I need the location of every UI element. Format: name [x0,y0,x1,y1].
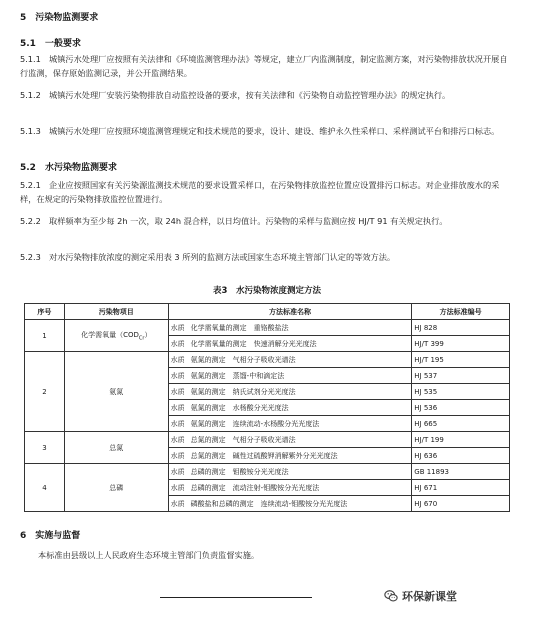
paragraph-5-1-3: 5.1.3 城镇污水处理厂应按照环境监测管理规定和技术规范的要求，设计、建设、维护永久性采样口、采样测试平台和排污口标志。 [20,126,500,136]
paragraph-5-2-1: 5.2.1 企业应按照国家有关污染源监测技术规范的要求设置采样口，在污染物排放监控位置应设置排污口标志。对企业排放废水的采样，在规定的污染物排放监控位置进行。 [20,180,500,204]
cell-method-name: 水质 化学需氧量的测定 重铬酸盐法 [168,320,412,336]
cell-no: 4 [25,464,65,512]
cell-item: 化学需氧量$(COD_{Cr})$ [64,320,168,352]
section-6-heading: 6 实施与监督 [20,531,81,541]
cell-method-name: 水质 氨氮的测定 水杨酸分光光度法 [168,400,412,416]
cell-method-code: HJ/T 195 [412,352,510,368]
paragraph-6: 本标准由县级以上人民政府生态环境主管部门负责监督实施。 [38,550,260,560]
table-caption: 表3 水污染物浓度测定方法 [213,286,321,296]
section-5-1-heading: 5.1 一般要求 [20,39,81,49]
table-header-row [25,304,510,320]
cell-method-name: 水质 氨氮的测定 气相分子吸收光谱法 [168,352,412,368]
cell-method-name: 水质 化学需氧量的测定 快速消解分光光度法 [168,336,412,352]
cell-method-name: 水质 氨氮的测定 连续流动-水杨酸分光光度法 [168,416,412,432]
section-5-2-heading: 5.2 水污染物监测要求 [20,163,117,173]
methods-table [24,303,510,512]
header-no: 序号 [25,304,65,320]
cell-item: 总氮 [64,432,168,464]
cell-method-name: 水质 氨氮的测定 蒸馏-中和滴定法 [168,368,412,384]
cell-method-name: 水质 总氮的测定 碱性过硫酸钾消解紫外分光光度法 [168,448,412,464]
cell-no: 1 [25,320,65,352]
cell-method-code: HJ 665 [412,416,510,432]
header-method-name: 方法标准名称 [168,304,412,320]
cell-item: 氨氮 [64,352,168,432]
watermark-text: 环保新课堂 [402,590,457,603]
watermark-logo [384,588,457,604]
cell-item: 总磷 [64,464,168,512]
section-5-heading: 5 污染物监测要求 [20,13,99,23]
cell-method-code: HJ/T 399 [412,336,510,352]
cell-no: 3 [25,432,65,464]
cell-method-code: GB 11893 [412,464,510,480]
header-item: 污染物项目 [64,304,168,320]
cell-method-name: 水质 总磷的测定 钼酸铵分光光度法 [168,464,412,480]
cell-method-code: HJ 636 [412,448,510,464]
table-row [25,464,510,480]
header-method-code: 方法标准编号 [412,304,510,320]
cell-no: 2 [25,352,65,432]
paragraph-5-1-2: 5.1.2 城镇污水处理厂安装污染物排放自动监控设备的要求，按有关法律和《污染物自动监控管理办法》的规定执行。 [20,90,451,100]
cell-method-code: HJ/T 199 [412,432,510,448]
table-row [25,352,510,368]
cell-method-name: 水质 磷酸盐和总磷的测定 连续流动-钼酸铵分光光度法 [168,496,412,512]
cell-method-code: HJ 536 [412,400,510,416]
cell-method-code: HJ 537 [412,368,510,384]
cell-method-code: HJ 535 [412,384,510,400]
cell-method-name: 水质 总磷的测定 流动注射-钼酸铵分光光度法 [168,480,412,496]
table-row [25,432,510,448]
cell-method-code: HJ 828 [412,320,510,336]
paragraph-5-2-2: 5.2.2 取样频率为至少每 2h 一次，取 24h 混合样，以日均值计。污染物的采样与监测应按 HJ/T 91 有关规定执行。 [20,216,448,226]
wechat-icon [384,589,398,603]
cell-method-code: HJ 671 [412,480,510,496]
end-divider [160,597,312,598]
table-row [25,320,510,336]
cell-method-code: HJ 670 [412,496,510,512]
paragraph-5-2-3: 5.2.3 对水污染物排放浓度的测定采用表 3 所列的监测方法或国家生态环境主管部门认定的等效方法。 [20,252,396,262]
paragraph-5-1-1: 5.1.1 城镇污水处理厂应按照有关法律和《环境监测管理办法》等规定，建立厂内监测制度，制定监测方案，对污染物排放状况开展自行监测，保存原始监测记录，并公开监测结果。 [20,54,508,78]
cell-method-name: 水质 氨氮的测定 纳氏试剂分光光度法 [168,384,412,400]
cell-method-name: 水质 总氮的测定 气相分子吸收光谱法 [168,432,412,448]
